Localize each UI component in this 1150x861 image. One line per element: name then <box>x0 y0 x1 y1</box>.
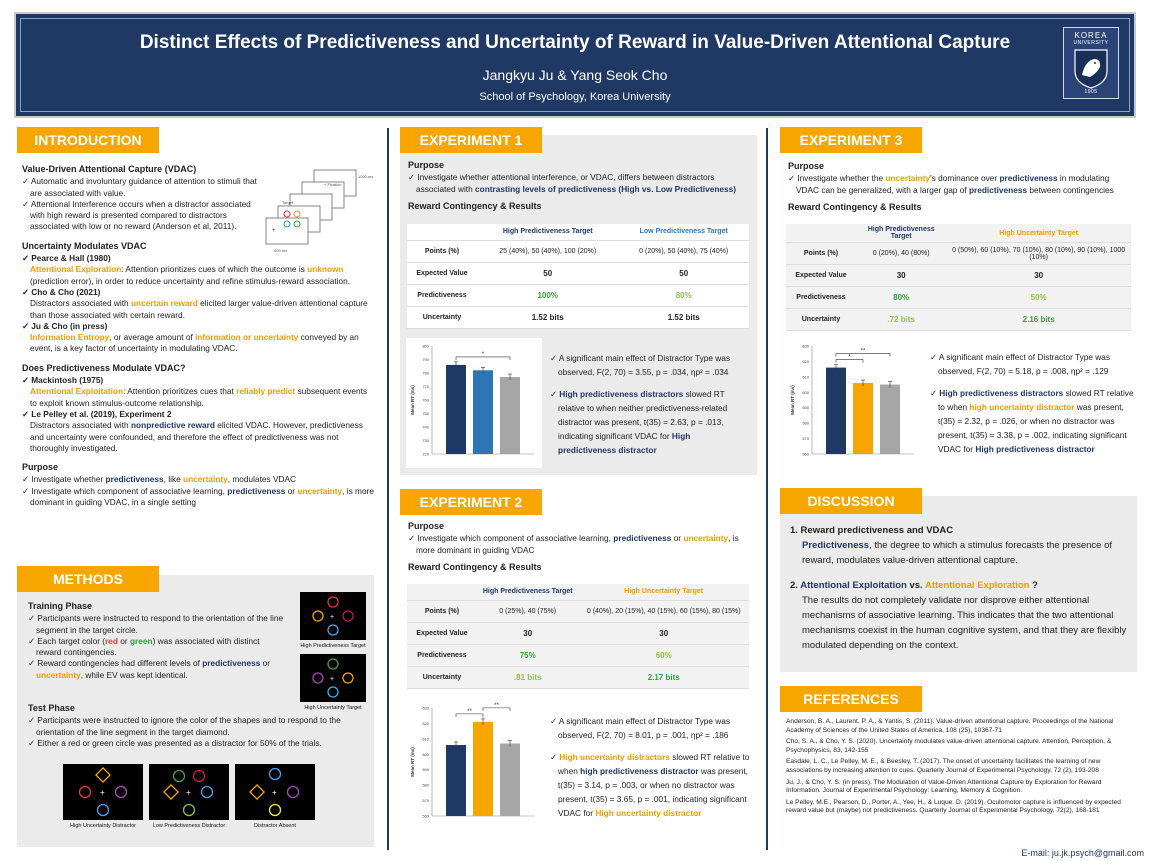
chart-bar <box>446 365 466 454</box>
result-bullet: ✓ High predictiveness distractors slowed RT relative to when high uncertainty distractor was present, t(35) = 2.32, p = .026, or when no distractor was present, t(35) = 3.38, p = .002, indicating significant VDAC for High predictiveness distractor <box>930 388 1134 454</box>
exp1-contingency-table: High Predictiveness Target Low Predictiveness Target Points (%) 25 (40%), 50 (40%), 100 (20%) 0 (20%), 50 (40%), 75 (40%) Expected Value 50 50 Predictiveness 100% 80% Uncertainty 1.52 bits 1.52 bits <box>407 224 749 329</box>
svg-text:+: + <box>100 788 105 797</box>
ref-head: ✓ Ju & Cho (in press) <box>22 320 108 331</box>
exp2-contingency-table: High Predictiveness Target High Uncertainty Target Points (%) 0 (25%), 40 (75%) 0 (40%), 20 (15%), 40 (15%), 60 (15%), 80 (15%) Expected Value 30 30 Predictiveness 75% 60% Uncertainty .81 bits 2.17 bits <box>407 584 749 689</box>
y-axis-label: Mean RT (ms) <box>410 747 415 777</box>
chart-bar <box>880 385 900 454</box>
svg-text:+: + <box>272 788 277 797</box>
exp3-purpose <box>788 161 1133 214</box>
exp1-results <box>550 351 750 457</box>
y-tick-label: 610 <box>802 374 809 380</box>
ref-body: Attentional Exploitation: Attention prioritizes cues that reliably predict subsequent events to exploit known stimulus-outcome relationship. <box>30 386 368 408</box>
training-bullet: ✓ Reward contingencies had different levels of predictiveness or uncertainty, while EV was kept identical. <box>28 658 271 680</box>
svg-text:+: + <box>272 228 276 234</box>
logo-subtext: UNIVERSITY <box>1073 40 1109 46</box>
y-tick-label: 610 <box>422 736 429 742</box>
chart-bar <box>826 368 846 454</box>
reference-item: Easdale, L. C., Le Pelley, M. E., & Beesley, T. (2017). The onset of uncertainty facilitates the learning of new associations by increasing attention to cues. Quarterly Journal of Experimental Psychology, 72 (2), 193-208 <box>786 758 1101 774</box>
result-bullet: ✓ High uncertainty distractors slowed RT relative to when high predictiveness distractor was present, t(35) = 3.14, p = .003, or when no distractor was present, t(35) = 3.65, p = .001, indicating significant VDAC for High uncertainty distractor <box>550 752 750 818</box>
uncertainty-title: Uncertainty Modulates VDAC <box>22 240 147 251</box>
rc-title: Reward Contingency & Results <box>408 561 542 572</box>
rc-title: Reward Contingency & Results <box>408 200 542 211</box>
ref-head: ✓ Cho & Cho (2021) <box>22 286 101 297</box>
tiger-shield-icon <box>1072 47 1110 89</box>
purpose-title: Purpose <box>22 462 59 473</box>
y-tick-label: 730 <box>422 438 429 443</box>
purpose-title: Purpose <box>408 521 445 531</box>
result-bullet: ✓ A significant main effect of Distractor Type was observed, F(2, 70) = 3.55, p = .034, ηp² = .034 <box>550 353 731 377</box>
discussion-point-body: Predictiveness, the degree to which a stimulus forecasts the presence of reward, modulates value-driven attentional capture. <box>802 540 1112 566</box>
result-bullet: ✓ A significant main effect of Distractor Type was observed, F(2, 70) = 5.18, p = .008, ηp² = .129 <box>930 352 1111 376</box>
exp2-results <box>550 714 750 820</box>
intro-heading: INTRODUCTION <box>17 127 159 153</box>
exp3-contingency-table: High Predictiveness Target High Uncertainty Target Points (%) 0 (20%), 40 (80%) 0 (50%), 60 (10%), 70 (10%), 80 (10%), 90 (10%), 1000 (10%) Expected Value 30 30 Predictiveness 80% 50% Uncertainty .72 bits 2.16 bits <box>786 224 1131 331</box>
exp1-rt-chart <box>406 338 542 468</box>
purpose-bullet: ✓ Investigate which component of associative learning, predictiveness or uncertainty, is more dominant in guiding VDAC, in a single setting <box>22 485 374 508</box>
y-tick-label: 800 <box>422 343 429 349</box>
reference-item: Anderson, B. A., Laurent, P. A., & Yantis, S. (2011). Value-driven attentional capture. Proceedings of the National Academy of Sciences of the United States of America, 108 (25), 10367-71 <box>786 718 1114 734</box>
svg-text:Target: Target <box>282 200 294 205</box>
y-tick-label: 630 <box>802 343 809 349</box>
exp2-heading: EXPERIMENT 2 <box>400 489 542 515</box>
reference-item: Le Pelley, M.E., Pearson, D., Porter, A., Yee, H., & Luque. D. (2019). Oculomotor capture is influenced by expected reward value but (maybe) not predictiveness. Quarterly Journal of Experimental Psychology, 72(2), 168-181 <box>786 798 1121 815</box>
discussion-point-title: 2. Attentional Exploitation vs. Attentional Exploration ? <box>790 580 1038 591</box>
y-tick-label: 580 <box>802 420 809 426</box>
stimulus-caption: Distractor Absent <box>254 823 296 829</box>
purpose-bullet: ✓ Investigate whether the uncertainty's dominance over predictiveness in modulating VDAC can be generalized, with a larger gap of predictiveness between contingencies <box>788 173 1114 195</box>
svg-text:+: + <box>330 614 335 621</box>
purpose-bullet: ✓ Investigate whether predictiveness, like uncertainty, modulates VDAC <box>22 474 296 485</box>
svg-text:+ Fixation: + Fixation <box>324 182 342 187</box>
y-axis-label: Mean RT (ms) <box>410 385 415 415</box>
ref-body: Distractors associated with nonpredictive reward elicited VDAC. However, predictiveness and uncertainty were confounded, and therefore the effect of predictiveness was not thoroughly investigated. <box>30 420 363 453</box>
trial-sequence-figure <box>262 166 380 256</box>
column-divider <box>766 128 768 850</box>
training-title: Training Phase <box>28 601 93 611</box>
poster-title: Distinct Effects of Predictiveness and Uncertainty of Reward in Value-Driven Attentional Capture <box>139 32 1011 53</box>
y-tick-label: 590 <box>422 767 429 773</box>
ref-body: Attentional Exploration: Attention prioritizes cues of which the outcome is unknown (prediction error), in order to reduce uncertainty and refine stimulus-reward association. <box>30 264 351 286</box>
significance-label: ** <box>467 708 472 715</box>
ref-head: ✓ Pearce & Hall (1980) <box>22 253 111 264</box>
ref-head: ✓ Mackintosh (1975) <box>22 375 104 386</box>
exp2-rt-chart <box>406 700 542 830</box>
y-tick-label: 600 <box>422 751 429 757</box>
discussion-body <box>790 523 1130 653</box>
authors: Jangkyu Ju & Yang Seok Cho <box>482 67 668 83</box>
training-bullet: ✓ Participants were instructed to respond to the orientation of the line segment in the target circle. <box>28 613 284 635</box>
references-heading: REFERENCES <box>780 686 922 712</box>
ref-body: Distractors associated with uncertain reward elicited larger value-driven attentional capture than those associated with certain reward. <box>30 298 368 320</box>
y-tick-label: 600 <box>802 389 809 395</box>
stimulus-display <box>235 764 315 820</box>
vdac-bullet: ✓ Automatic and involuntary guidance of attention to stimuli that are associated with value. <box>22 176 257 198</box>
test-bullet: ✓ Participants were instructed to ignore the color of the shapes and to respond to the orientation of the line segment in the target diamond. <box>28 715 341 737</box>
exp2-purpose <box>408 521 750 574</box>
stimulus-display <box>300 654 366 702</box>
exp1-purpose <box>408 160 750 213</box>
ref-head: ✓ Le Pelley et al. (2019), Experiment 2 <box>22 408 172 419</box>
exp3-results <box>930 350 1135 456</box>
svg-text:+: + <box>330 676 335 683</box>
exp3-rt-chart <box>786 338 922 468</box>
svg-text:+: + <box>186 788 191 797</box>
stimulus-caption: High Predictiveness Target <box>300 643 366 649</box>
training-section <box>28 601 286 681</box>
y-tick-label: 720 <box>422 451 429 457</box>
purpose-title: Purpose <box>408 160 445 170</box>
stimulus-caption: Low Predictiveness Distractor <box>152 823 226 829</box>
test-bullet: ✓ Either a red or green circle was presented as a distractor for 50% of the trials. <box>28 737 322 748</box>
chart-bar <box>500 377 520 454</box>
stimulus-display <box>149 764 229 820</box>
logo-year: 1905 <box>1084 89 1098 95</box>
purpose-bullet: ✓ Investigate whether attentional interference, or VDAC, differs between distractors associated with contrasting levels of predictiveness (High vs. Low Predictiveness) <box>408 172 737 194</box>
discussion-heading: DISCUSSION <box>780 488 922 514</box>
y-tick-label: 630 <box>422 705 429 711</box>
chart-bar <box>473 370 493 454</box>
svg-text:400 ms: 400 ms <box>274 248 288 253</box>
exp1-heading: EXPERIMENT 1 <box>400 127 542 153</box>
result-bullet: ✓ High predictiveness distractors slowed RT relative to when neither predictiveness-related distractor was present, t(35) = 2.63, p = .013, indicating significant VDAC for High predictiveness distractor <box>550 389 728 455</box>
y-tick-label: 760 <box>422 397 429 403</box>
predictiveness-title: Does Predictiveness Modulate VDAC? <box>22 362 186 373</box>
exp3-heading: EXPERIMENT 3 <box>780 127 922 153</box>
methods-heading: METHODS <box>17 566 159 592</box>
y-tick-label: 770 <box>422 384 429 389</box>
ref-body: Information Entropy, or average amount of information or uncertainty conveyed by an event, is a key factor of uncertainty in modulating VDAC. <box>30 332 359 354</box>
y-axis-label: Mean RT (ms) <box>790 385 795 415</box>
svg-text:1000 ms: 1000 ms <box>358 174 374 179</box>
y-tick-label: 620 <box>422 720 429 726</box>
training-bullet: ✓ Each target color (red or green) was associated with distinct reward contingencies. <box>28 635 260 658</box>
reference-item: Cho, S. A., & Cho, Y. S. (2020). Uncertainty modulates value-driven attentional capture. Attention, Perception, & Psychophysics, 83, 142-155 <box>786 738 1112 754</box>
stimulus-display <box>300 592 366 640</box>
vdac-bullet: ✓ Attentional Interference occurs when a distractor associated with high reward is presented compared to distractors associated with low or no reward (Anderson et al, 2011). <box>22 198 251 232</box>
y-tick-label: 740 <box>422 424 429 430</box>
significance-label: * <box>848 354 851 361</box>
significance-label: * <box>481 351 485 358</box>
chart-bar <box>853 383 873 454</box>
reference-item: Ju, J., & Cho, Y. S. (in press). The Modulation of Value-Driven Attentional Capture by Exploration for Reward Information. Journal of Experimental Psychology: Learning, Memory & Cognition. <box>786 778 1102 795</box>
stimulus-caption: High Uncertainty Distractor <box>70 823 136 829</box>
contact-email: E-mail: ju.jk.psych@gmail.com <box>1021 848 1144 858</box>
result-bullet: ✓ A significant main effect of Distractor Type was observed, F(2, 70) = 8.01, p = .001, ηp² = .186 <box>550 716 731 740</box>
y-tick-label: 560 <box>802 451 809 457</box>
chart-bar <box>500 743 520 816</box>
purpose-bullet: ✓ Investigate which component of associative learning, predictiveness or uncertainty, is more dominant in guiding VDAC <box>408 533 739 555</box>
column-divider <box>387 128 389 850</box>
vdac-title: Value-Driven Attentional Capture (VDAC) <box>22 164 197 174</box>
test-title: Test Phase <box>28 703 75 713</box>
y-tick-label: 790 <box>422 357 429 362</box>
y-tick-label: 570 <box>802 436 809 442</box>
discussion-point-body: The results do not completely validate nor disprove either attentional mechanisms of associative learning. This indicates that the two attentional mechanisms coexist in the human cognitive system, and that they are flexibly modulated depending on the context. <box>802 595 1127 651</box>
rc-title: Reward Contingency & Results <box>788 201 922 212</box>
discussion-point-title: 1. Reward predictiveness and VDAC <box>790 525 954 536</box>
purpose-title: Purpose <box>788 161 825 171</box>
chart-bar <box>446 745 466 816</box>
y-tick-label: 560 <box>422 813 429 819</box>
y-tick-label: 750 <box>422 411 429 416</box>
y-tick-label: 620 <box>802 358 809 364</box>
stimulus-display <box>63 764 143 820</box>
references-list <box>786 718 1134 819</box>
significance-label: ** <box>860 348 866 355</box>
y-tick-label: 780 <box>422 370 429 376</box>
y-tick-label: 570 <box>422 798 429 804</box>
logo-text: KOREA <box>1074 31 1108 40</box>
significance-label: ** <box>494 702 499 709</box>
y-tick-label: 580 <box>422 782 429 788</box>
affiliation: School of Psychology, Korea University <box>479 91 671 103</box>
chart-bar <box>473 722 493 816</box>
y-tick-label: 590 <box>802 405 809 411</box>
stimulus-caption: High Uncertainty Target <box>304 705 362 711</box>
university-logo <box>1063 27 1119 99</box>
